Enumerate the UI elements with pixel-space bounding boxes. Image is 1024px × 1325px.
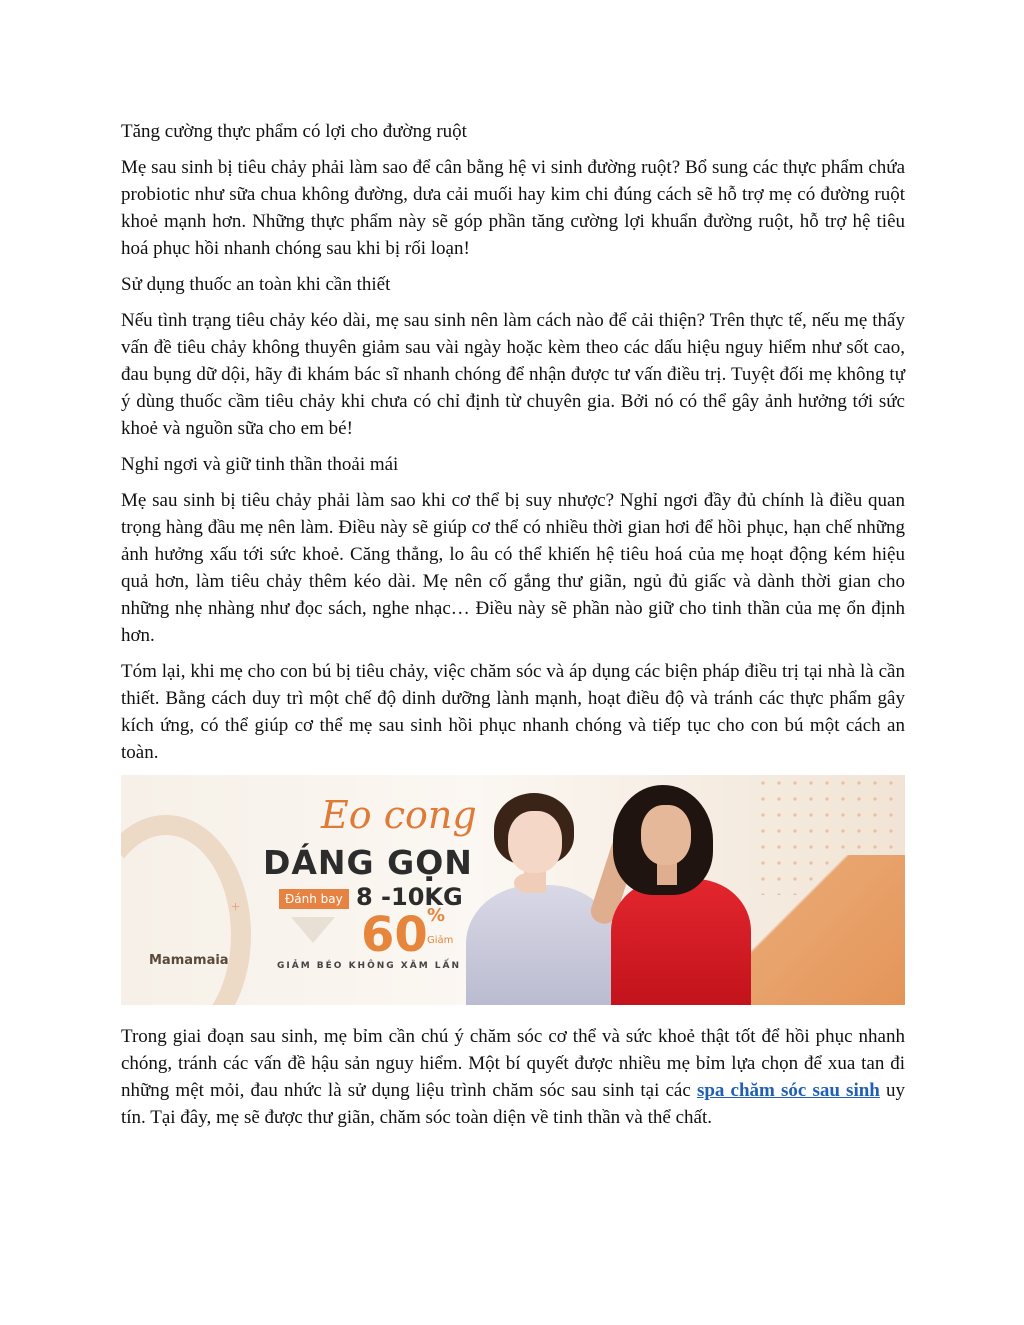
closing-text-after-link: uy tín. Tại đây, mẹ sẽ được thư giãn, chăm sóc toàn diện về tinh thần và thể chất.	[121, 1080, 905, 1128]
banner-headline-2: DÁNG GỌN	[263, 843, 473, 882]
paragraph-rest: Mẹ sau sinh bị tiêu chảy phải làm sao khi cơ thể bị suy nhược? Nghỉ ngơi đầy đủ chính là điều quan trọng hàng đầu mẹ nên làm. Điều này sẽ giúp cơ thể có nhiều thời gian hơi để hồi phục, hạn chế những ảnh hưởng xấu tới sức khoẻ. Căng thẳng, lo âu có thể khiến hệ tiêu hoá của mẹ hoạt động kém hiệu quả hơn, làm tiêu chảy thêm kéo dài. Mẹ nên cố gắng thư giãn, ngủ đủ giấc và dành thời gian cho những nhẹ nhàng như đọc sách, nghe nhạc… Điều này sẽ phần nào giữ cho tinh thần của mẹ ổn định hơn.	[121, 490, 905, 646]
section-heading-probiotic: Tăng cường thực phẩm có lợi cho đường ruột	[121, 121, 467, 142]
closing-text-before-link: Trong giai đoạn sau sinh, mẹ bỉm cần chú ý chăm sóc cơ thể và sức khoẻ thật tốt để hồi phục nhanh chóng, tránh các vấn đề hậu sản nguy hiểm. Một bí quyết được nhiều mẹ bỉm lựa chọn để xua tan đi những mệt mỏi, đau nhức là sử dụng liệu trình chăm sóc sau sinh tại các	[121, 1026, 905, 1101]
banner-percent-sign: %	[427, 905, 446, 926]
model-figure-right	[591, 775, 761, 1005]
banner-percent-word: Giảm	[427, 935, 454, 946]
brand-logo: Mamamaia	[149, 953, 229, 968]
banner-headline-1: Eo cong	[321, 793, 477, 837]
paragraph-medicine: Nếu tình trạng tiêu chảy kéo dài, mẹ sau sinh nên làm cách nào để cải thiện? Trên thực tế, nếu mẹ thấy vấn đề tiêu chảy không thuyên giảm sau vài ngày hoặc kèm theo các dấu hiệu nguy hiểm như sốt cao, đau bụng dữ dội, hãy đi khám bác sĩ nhanh chóng để nhận được tư vấn điều trị. Tuyệt đối mẹ không tự ý dùng thuốc cầm tiêu chảy khi chưa có chỉ định từ chuyên gia. Bởi nó có thể gây ảnh hưởng tới sức khoẻ và nguồn sữa cho em bé!	[121, 310, 905, 439]
spa-link[interactable]: spa chăm sóc sau sinh	[696, 1080, 880, 1101]
banner-weight: 8 -10KG	[356, 883, 463, 911]
paragraph-summary: Tóm lại, khi mẹ cho con bú bị tiêu chảy, việc chăm sóc và áp dụng các biện pháp điều trị tại nhà là cần thiết. Bằng cách duy trì một chế độ dinh dưỡng lành mạnh, hoạt điều độ và tránh các thực phẩm gây kích ứng, có thể giúp cơ thể mẹ sau sinh hồi phục nhanh chóng và tiếp tục cho con bú một cách an toàn.	[121, 661, 905, 763]
banner-percent: 60	[361, 907, 428, 963]
document-body	[121, 118, 905, 1140]
banner-subline: GIẢM BÉO KHÔNG XÂM LẤN	[277, 961, 462, 971]
paragraph-probiotic: Mẹ sau sinh bị tiêu chảy phải làm sao để cân bằng hệ vi sinh đường ruột? Bổ sung các thực phẩm chứa probiotic như sữa chua không đường, dưa cải muối hay kim chi đúng cách sẽ hỗ trợ mẹ có đường ruột khoẻ mạnh hơn. Những thực phẩm này sẽ góp phần tăng cường lợi khuẩn đường ruột, hỗ trợ hệ tiêu hoá phục hồi nhanh chóng sau khi bị rối loạn!	[121, 157, 905, 259]
paragraph-closing	[121, 1023, 905, 1131]
section-heading-medicine: Sử dụng thuốc an toàn khi cần thiết	[121, 274, 391, 295]
down-arrow-icon	[291, 917, 335, 943]
promo-banner-image	[121, 775, 905, 1005]
banner-badge: Đánh bay	[279, 889, 349, 909]
plus-decoration-icon: +	[231, 899, 241, 916]
section-heading-rest: Nghỉ ngơi và giữ tinh thần thoải mái	[121, 454, 399, 475]
